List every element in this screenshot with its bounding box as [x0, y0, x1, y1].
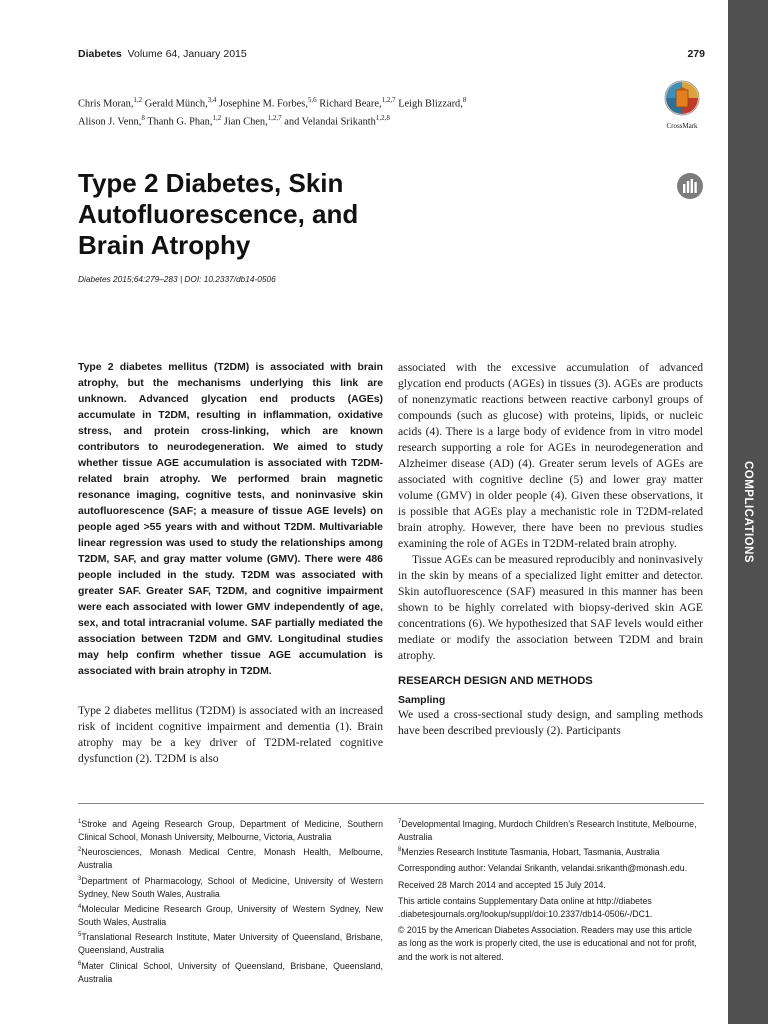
- affiliation-item: [78, 816, 383, 844]
- affiliations-right: [398, 816, 703, 967]
- crossmark-icon: [664, 80, 700, 116]
- author-name: Chris Moran,: [78, 98, 134, 110]
- affiliation-text: Menzies Research Institute Tasmania, Hobart, Tasmania, Australia: [401, 847, 660, 858]
- author-affiliation: 1,2,8: [375, 114, 390, 123]
- affiliation-text: Stroke and Ageing Research Group, Department of Medicine, Southern Clinical School, Monash University, Melbourne, Victoria, Australia: [78, 818, 383, 843]
- article-title: [78, 168, 408, 261]
- affiliation-number: 6: [78, 960, 82, 967]
- journal-name: Diabetes: [78, 48, 122, 60]
- received-date: Received 28 March 2014 and accepted 15 July 2014.: [398, 879, 606, 890]
- author-name: Jian Chen,: [221, 116, 268, 128]
- affiliation-number: 4: [78, 903, 82, 910]
- title-line: Autofluorescence, and: [78, 199, 359, 229]
- affiliation-item: [78, 929, 383, 957]
- crossmark-badge[interactable]: [662, 80, 702, 130]
- author-list: [78, 93, 638, 130]
- running-header: [78, 48, 247, 60]
- section-heading: RESEARCH DESIGN AND METHODS: [398, 675, 593, 687]
- affiliation-item: [78, 958, 383, 986]
- affiliation-number: 1: [78, 819, 82, 825]
- author-name: Gerald Münch,: [142, 98, 208, 110]
- volume-date: Volume 64, January 2015: [127, 48, 247, 60]
- affiliation-number: 5: [78, 932, 82, 939]
- affiliation-text: Mater Clinical School, University of Queensland, Brisbane, Queensland, Australia: [78, 960, 383, 984]
- right-column: [398, 360, 703, 739]
- copyright-note: © 2015 by the American Diabetes Association. Readers may use this article as long as the work is properly cited, the use is educational and not for profit, and the work is not altered.: [398, 925, 697, 962]
- author-affiliation: 5,6: [307, 96, 317, 104]
- author-name: Leigh Blizzard,: [395, 98, 463, 110]
- author-name: Alison J. Venn,: [78, 116, 142, 128]
- supplementary-note: This article contains Supplementary Data online at http://diabetes .diabetesjournals.org/lookup/suppl/doi:10.2337/db14-0506/-/DC1.: [398, 895, 653, 920]
- affiliation-number: 3: [78, 875, 82, 882]
- subsection-heading: Sampling: [398, 694, 446, 706]
- affiliation-text: Developmental Imaging, Murdoch Children’s Research Institute, Melbourne, Australia: [398, 818, 697, 843]
- affiliation-text: Molecular Medicine Research Group, University of Western Sydney, New South Wales, Australia: [78, 903, 383, 928]
- author-name: Thanh G. Phan,: [144, 116, 213, 128]
- author-affiliation: 3,4: [207, 96, 217, 104]
- intro-paragraph: Type 2 diabetes mellitus (T2DM) is associated with an increased risk of incident cognitive impairment and dementia (1). Brain atrophy may be a key driver of T2DM-related cognitive dysfunction (2). T2DM is also: [78, 704, 383, 765]
- author-affiliation: 8: [462, 96, 467, 104]
- body-paragraph: Tissue AGEs can be measured reproducibly and noninvasively in the skin by means of a specialized light emitter and detector. Skin autofluorescence (SAF) measured in this manner has been shown to be highly correlated with biopsy-derived skin AGE concentrations (6). We hypothesized that SAF levels would either mediate or modify the association between T2DM and brain atrophy.: [398, 553, 703, 662]
- affiliation-item: [78, 844, 383, 872]
- affiliation-number: 2: [78, 847, 82, 854]
- affiliation-item: [78, 901, 383, 929]
- affiliation-item: [398, 844, 703, 859]
- title-line: Type 2 Diabetes, Skin: [78, 168, 344, 198]
- body-paragraph: We used a cross-sectional study design, and sampling methods have been described previously (2). Participants: [398, 708, 703, 737]
- author-affiliation: 1,2: [133, 96, 143, 104]
- affiliation-text: Translational Research Institute, Mater University of Queensland, Brisbane, Queensland, Australia: [78, 932, 383, 956]
- corresponding-author: Corresponding author: Velandai Srikanth, velandai.srikanth@monash.edu.: [398, 863, 688, 874]
- author-affiliation: 1,2,7: [381, 96, 396, 104]
- author-affiliation: 8: [141, 114, 145, 123]
- affiliation-number: 7: [398, 819, 402, 825]
- author-affiliation: 1,2,7: [267, 114, 282, 123]
- affiliation-item: [78, 873, 383, 901]
- article-citation: Diabetes 2015;64:279–283 | DOI: 10.2337/db14-0506: [78, 274, 276, 284]
- affiliation-item: [398, 816, 703, 844]
- affiliations-left: [78, 816, 383, 986]
- article-metrics-icon[interactable]: [676, 172, 704, 200]
- author-name: and Velandai Srikanth: [281, 116, 376, 128]
- affiliation-text: Neurosciences, Monash Medical Centre, Monash Health, Melbourne, Australia: [78, 847, 383, 871]
- author-name: Richard Beare,: [316, 98, 382, 110]
- author-name: Josephine M. Forbes,: [216, 98, 308, 110]
- crossmark-label: CrossMark: [666, 122, 698, 130]
- author-affiliation: 1,2: [212, 114, 222, 123]
- page-number: 279: [687, 48, 705, 60]
- affiliation-number: 8: [398, 847, 402, 854]
- body-paragraph: associated with the excessive accumulation of advanced glycation end products (AGEs) in tissues (3). AGEs are products of nonenzymatic reactions between reactive carbonyl groups of compounds (such as glucose) with proteins, lipids, or nucleic acids (4). There is a large body of evidence from in vitro model research supporting a role for AGEs in neurodegeneration and Alzheimer disease (AD) (4). Greater serum levels of AGEs are associated with cognitive decline (5) and lower gray matter volume (GMV) in older people (4). Given these observations, it is possible that AGEs play a mechanistic role in T2DM-related brain atrophy. However, there have been no previous studies examining the role of AGEs in T2DM-related brain atrophy.: [398, 361, 703, 550]
- abstract: Type 2 diabetes mellitus (T2DM) is associated with brain atrophy, but the mechanisms underlying this link are unknown. Advanced glycation end products (AGEs) accumulate in T2DM, resulting in inflammation, oxidative stress, and protein cross-linking, which are known contributors to neurodegeneration. We aimed to study whether tissue AGE accumulation is associated with T2DM-related brain atrophy. We performed brain magnetic resonance imaging, cognitive tests, and noninvasive skin autofluorescence (SAF; a measure of tissue AGE levels) on people aged >55 years with and without T2DM. Multivariable linear regression was used to study the relationships among T2DM, SAF, and gray matter volume (GMV). There were 486 people included in the study. T2DM was associated with greater SAF. Greater SAF, T2DM, and cognitive impairment were each associated with lower GMV independently of age, sex, and total intracranial volume. SAF partially mediated the association between T2DM and GMV. Longitudinal studies may help confirm whether tissue AGE accumulation is associated with brain atrophy in T2DM.: [78, 362, 383, 677]
- title-line: Brain Atrophy: [78, 230, 251, 260]
- affiliation-text: Department of Pharmacology, School of Medicine, University of Western Sydney, New South Wales, Australia: [78, 875, 383, 899]
- section-sidebar-label: COMPLICATIONS: [742, 460, 754, 564]
- footnote-divider: [78, 803, 704, 804]
